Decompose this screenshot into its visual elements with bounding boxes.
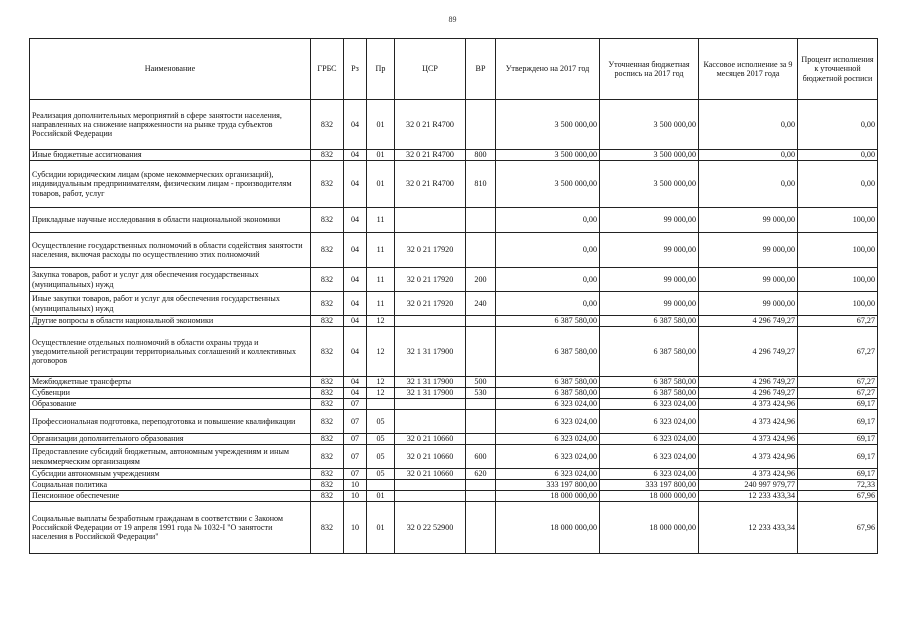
cell-vr: 800: [466, 150, 496, 161]
cell-pr: 01: [367, 491, 395, 502]
cell-pr: 11: [367, 208, 395, 233]
cell-rz: 07: [344, 469, 367, 480]
header-cash: Кассовое исполнение за 9 месяцев 2017 года: [699, 39, 798, 100]
cell-cash: 0,00: [699, 150, 798, 161]
cell-name: Осуществление государственных полномочий в области содействия занятости населения, включая расходы по осуществлению этих полномочий: [30, 233, 311, 268]
cell-cash: 12 233 433,34: [699, 491, 798, 502]
cell-vr: 530: [466, 388, 496, 399]
cell-pr: 01: [367, 150, 395, 161]
cell-approved: 6 387 580,00: [496, 377, 600, 388]
cell-name: Социальная политика: [30, 480, 311, 491]
cell-refined: 99 000,00: [600, 233, 699, 268]
cell-name: Социальные выплаты безработным гражданам в соответствии с Законом Российской Федерации от 19 апреля 1991 года № 1032-I "О занятости населения в Российской Федерации": [30, 502, 311, 554]
header-percent: Процент исполнения к уточненной бюджетной росписи: [798, 39, 878, 100]
cell-grbs: 832: [311, 434, 344, 445]
cell-rz: 04: [344, 377, 367, 388]
cell-csr: [395, 410, 466, 434]
cell-rz: 07: [344, 399, 367, 410]
cell-approved: 6 323 024,00: [496, 445, 600, 469]
cell-pr: 12: [367, 327, 395, 377]
cell-rz: 04: [344, 268, 367, 292]
cell-name: Субвенции: [30, 388, 311, 399]
cell-approved: 6 387 580,00: [496, 388, 600, 399]
cell-pr: 05: [367, 410, 395, 434]
header-vr: ВР: [466, 39, 496, 100]
cell-pr: [367, 480, 395, 491]
cell-rz: 04: [344, 327, 367, 377]
cell-cash: 4 373 424,96: [699, 410, 798, 434]
cell-refined: 18 000 000,00: [600, 491, 699, 502]
cell-csr: 32 0 21 R4700: [395, 100, 466, 150]
table-row: [30, 316, 878, 327]
cell-rz: 04: [344, 150, 367, 161]
table-row: [30, 233, 878, 268]
cell-cash: 4 373 424,96: [699, 445, 798, 469]
cell-csr: 32 0 22 52900: [395, 502, 466, 554]
cell-pr: 12: [367, 316, 395, 327]
cell-cash: 99 000,00: [699, 208, 798, 233]
cell-csr: 32 0 21 10660: [395, 445, 466, 469]
cell-grbs: 832: [311, 469, 344, 480]
cell-refined: 6 323 024,00: [600, 445, 699, 469]
cell-name: Иные бюджетные ассигнования: [30, 150, 311, 161]
cell-percent: 67,27: [798, 316, 878, 327]
cell-vr: [466, 410, 496, 434]
cell-pr: 11: [367, 233, 395, 268]
cell-approved: 18 000 000,00: [496, 491, 600, 502]
header-name: Наименование: [30, 39, 311, 100]
table-row: [30, 480, 878, 491]
cell-name: Субсидии юридическим лицам (кроме некоммерческих организаций), индивидуальным предпринимателям, физическим лицам - производителям товаров, работ, услуг: [30, 161, 311, 208]
cell-pr: 11: [367, 292, 395, 316]
cell-name: Пенсионное обеспечение: [30, 491, 311, 502]
cell-csr: 32 1 31 17900: [395, 388, 466, 399]
cell-percent: 0,00: [798, 100, 878, 150]
budget-execution-table: [29, 38, 878, 554]
cell-cash: 4 373 424,96: [699, 469, 798, 480]
cell-approved: 3 500 000,00: [496, 150, 600, 161]
cell-percent: 100,00: [798, 233, 878, 268]
cell-percent: 69,17: [798, 445, 878, 469]
table-row: [30, 388, 878, 399]
cell-grbs: 832: [311, 233, 344, 268]
cell-grbs: 832: [311, 388, 344, 399]
table-row: [30, 150, 878, 161]
cell-pr: 12: [367, 377, 395, 388]
cell-name: Профессиональная подготовка, переподготовка и повышение квалификации: [30, 410, 311, 434]
table-row: [30, 469, 878, 480]
cell-csr: [395, 399, 466, 410]
table-row: [30, 434, 878, 445]
cell-name: Предоставление субсидий бюджетным, автономным учреждениям и иным некоммерческим организациям: [30, 445, 311, 469]
cell-grbs: 832: [311, 491, 344, 502]
cell-name: Иные закупки товаров, работ и услуг для обеспечения государственных (муниципальных) нужд: [30, 292, 311, 316]
cell-csr: 32 0 21 R4700: [395, 150, 466, 161]
cell-vr: [466, 327, 496, 377]
cell-pr: 01: [367, 100, 395, 150]
cell-percent: 100,00: [798, 208, 878, 233]
cell-csr: 32 0 21 17920: [395, 268, 466, 292]
cell-vr: 200: [466, 268, 496, 292]
cell-rz: 04: [344, 316, 367, 327]
cell-rz: 07: [344, 410, 367, 434]
header-approved: Утверждено на 2017 год: [496, 39, 600, 100]
cell-refined: 6 323 024,00: [600, 469, 699, 480]
cell-pr: 01: [367, 502, 395, 554]
cell-cash: 4 296 749,27: [699, 388, 798, 399]
cell-refined: 6 387 580,00: [600, 327, 699, 377]
cell-refined: 6 387 580,00: [600, 377, 699, 388]
cell-rz: 04: [344, 388, 367, 399]
table-row: [30, 100, 878, 150]
cell-grbs: 832: [311, 100, 344, 150]
cell-csr: 32 0 21 R4700: [395, 161, 466, 208]
cell-csr: [395, 491, 466, 502]
cell-percent: 69,17: [798, 434, 878, 445]
cell-vr: [466, 491, 496, 502]
table-row: [30, 161, 878, 208]
cell-csr: [395, 316, 466, 327]
cell-rz: 04: [344, 100, 367, 150]
cell-pr: 05: [367, 434, 395, 445]
cell-rz: 04: [344, 292, 367, 316]
cell-refined: 3 500 000,00: [600, 100, 699, 150]
cell-vr: [466, 100, 496, 150]
cell-rz: 07: [344, 445, 367, 469]
table-row: [30, 410, 878, 434]
cell-csr: 32 1 31 17900: [395, 377, 466, 388]
cell-approved: 6 323 024,00: [496, 410, 600, 434]
cell-name: Другие вопросы в области национальной экономики: [30, 316, 311, 327]
cell-vr: 240: [466, 292, 496, 316]
cell-pr: 11: [367, 268, 395, 292]
cell-approved: 0,00: [496, 208, 600, 233]
cell-refined: 99 000,00: [600, 208, 699, 233]
cell-vr: [466, 233, 496, 268]
cell-vr: 600: [466, 445, 496, 469]
cell-grbs: 832: [311, 208, 344, 233]
table-row: [30, 399, 878, 410]
header-refined: Уточненная бюджетная роспись на 2017 год: [600, 39, 699, 100]
cell-percent: 67,27: [798, 388, 878, 399]
cell-cash: 4 296 749,27: [699, 377, 798, 388]
cell-rz: 04: [344, 161, 367, 208]
cell-pr: 12: [367, 388, 395, 399]
cell-refined: 99 000,00: [600, 268, 699, 292]
cell-percent: 69,17: [798, 410, 878, 434]
cell-approved: 18 000 000,00: [496, 502, 600, 554]
cell-percent: 69,17: [798, 469, 878, 480]
cell-pr: [367, 399, 395, 410]
cell-approved: 6 323 024,00: [496, 469, 600, 480]
cell-cash: 4 373 424,96: [699, 399, 798, 410]
cell-grbs: 832: [311, 480, 344, 491]
cell-approved: 0,00: [496, 233, 600, 268]
cell-grbs: 832: [311, 327, 344, 377]
cell-grbs: 832: [311, 268, 344, 292]
cell-cash: 0,00: [699, 100, 798, 150]
cell-cash: 4 296 749,27: [699, 316, 798, 327]
cell-percent: 69,17: [798, 399, 878, 410]
cell-name: Образование: [30, 399, 311, 410]
cell-approved: 6 387 580,00: [496, 316, 600, 327]
cell-percent: 67,96: [798, 491, 878, 502]
cell-cash: 12 233 433,34: [699, 502, 798, 554]
cell-approved: 6 323 024,00: [496, 434, 600, 445]
cell-refined: 6 323 024,00: [600, 399, 699, 410]
cell-cash: 0,00: [699, 161, 798, 208]
cell-name: Закупка товаров, работ и услуг для обеспечения государственных (муниципальных) нужд: [30, 268, 311, 292]
cell-vr: [466, 480, 496, 491]
cell-grbs: 832: [311, 316, 344, 327]
cell-approved: 0,00: [496, 292, 600, 316]
cell-pr: 05: [367, 445, 395, 469]
cell-csr: [395, 480, 466, 491]
table-row: [30, 445, 878, 469]
cell-grbs: 832: [311, 150, 344, 161]
cell-approved: 6 387 580,00: [496, 327, 600, 377]
cell-vr: 620: [466, 469, 496, 480]
cell-name: Прикладные научные исследования в области национальной экономики: [30, 208, 311, 233]
cell-grbs: 832: [311, 161, 344, 208]
cell-vr: [466, 208, 496, 233]
cell-approved: 6 323 024,00: [496, 399, 600, 410]
cell-rz: 10: [344, 491, 367, 502]
cell-grbs: 832: [311, 410, 344, 434]
cell-csr: 32 0 21 10660: [395, 469, 466, 480]
cell-approved: 3 500 000,00: [496, 100, 600, 150]
cell-csr: 32 0 21 10660: [395, 434, 466, 445]
table-row: [30, 377, 878, 388]
cell-vr: 500: [466, 377, 496, 388]
cell-rz: 04: [344, 233, 367, 268]
cell-cash: 4 373 424,96: [699, 434, 798, 445]
table-row: [30, 502, 878, 554]
cell-name: Организации дополнительного образования: [30, 434, 311, 445]
cell-vr: [466, 502, 496, 554]
cell-pr: 01: [367, 161, 395, 208]
cell-grbs: 832: [311, 399, 344, 410]
cell-csr: 32 1 31 17900: [395, 327, 466, 377]
cell-refined: 18 000 000,00: [600, 502, 699, 554]
table-header-row: [30, 39, 878, 100]
cell-refined: 6 323 024,00: [600, 434, 699, 445]
table-row: [30, 292, 878, 316]
page-number: 89: [448, 15, 457, 24]
cell-rz: 10: [344, 502, 367, 554]
cell-name: Межбюджетные трансферты: [30, 377, 311, 388]
cell-vr: [466, 434, 496, 445]
cell-name: Субсидии автономным учреждениям: [30, 469, 311, 480]
cell-percent: 100,00: [798, 292, 878, 316]
cell-name: Реализация дополнительных мероприятий в сфере занятости населения, направленных на снижение напряженности на рынке труда субъектов Российской Федерации: [30, 100, 311, 150]
cell-refined: 3 500 000,00: [600, 150, 699, 161]
cell-approved: 333 197 800,00: [496, 480, 600, 491]
cell-approved: 3 500 000,00: [496, 161, 600, 208]
table-row: [30, 208, 878, 233]
cell-refined: 333 197 800,00: [600, 480, 699, 491]
cell-cash: 99 000,00: [699, 292, 798, 316]
cell-percent: 0,00: [798, 161, 878, 208]
header-csr: ЦСР: [395, 39, 466, 100]
cell-approved: 0,00: [496, 268, 600, 292]
cell-rz: 10: [344, 480, 367, 491]
cell-csr: 32 0 21 17920: [395, 292, 466, 316]
cell-cash: 99 000,00: [699, 268, 798, 292]
table-row: [30, 491, 878, 502]
cell-vr: 810: [466, 161, 496, 208]
cell-rz: 07: [344, 434, 367, 445]
cell-grbs: 832: [311, 445, 344, 469]
cell-refined: 6 387 580,00: [600, 316, 699, 327]
cell-percent: 67,27: [798, 327, 878, 377]
cell-vr: [466, 399, 496, 410]
cell-refined: 6 323 024,00: [600, 410, 699, 434]
cell-percent: 72,33: [798, 480, 878, 491]
cell-vr: [466, 316, 496, 327]
cell-rz: 04: [344, 208, 367, 233]
header-pr: Пр: [367, 39, 395, 100]
cell-percent: 100,00: [798, 268, 878, 292]
header-rz: Рз: [344, 39, 367, 100]
cell-grbs: 832: [311, 502, 344, 554]
cell-cash: 4 296 749,27: [699, 327, 798, 377]
cell-refined: 6 387 580,00: [600, 388, 699, 399]
cell-csr: 32 0 21 17920: [395, 233, 466, 268]
cell-name: Осуществление отдельных полномочий в области охраны труда и уведомительной регистрации территориальных соглашений и коллективных договоров: [30, 327, 311, 377]
cell-percent: 67,27: [798, 377, 878, 388]
cell-percent: 67,96: [798, 502, 878, 554]
cell-percent: 0,00: [798, 150, 878, 161]
cell-refined: 3 500 000,00: [600, 161, 699, 208]
cell-refined: 99 000,00: [600, 292, 699, 316]
cell-cash: 240 997 979,77: [699, 480, 798, 491]
cell-csr: [395, 208, 466, 233]
table-row: [30, 327, 878, 377]
cell-cash: 99 000,00: [699, 233, 798, 268]
cell-pr: 05: [367, 469, 395, 480]
cell-grbs: 832: [311, 292, 344, 316]
header-grbs: ГРБС: [311, 39, 344, 100]
table-row: [30, 268, 878, 292]
cell-grbs: 832: [311, 377, 344, 388]
